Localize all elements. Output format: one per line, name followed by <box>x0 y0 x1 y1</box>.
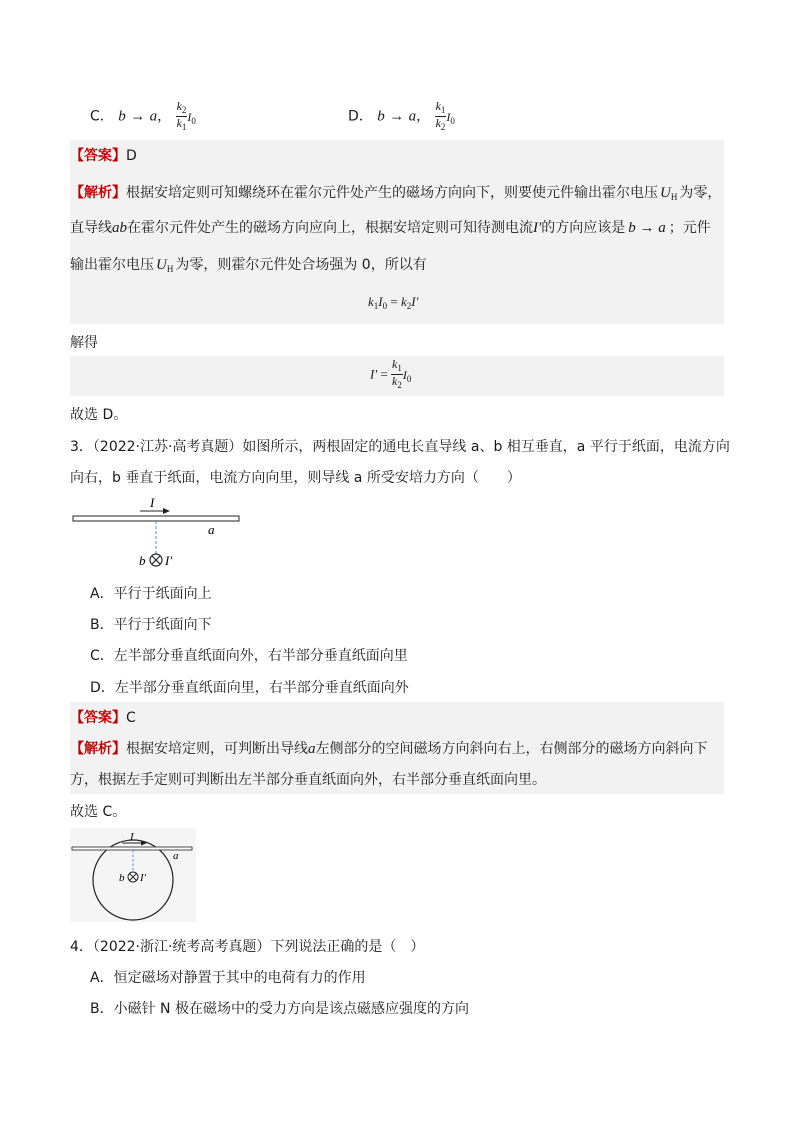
current-label: I <box>130 831 134 843</box>
q3-conclusion: 故选 C。 <box>70 804 127 820</box>
q2-option-d: D． b → a， $\frac{k_1}{k_2}$ $I_0$ <box>348 99 455 132</box>
wire-a-label: a <box>208 522 215 537</box>
q3-answer: 【答案】C <box>70 710 136 726</box>
q4-option-a: A．恒定磁场对静置于其中的电荷有力的作用 <box>90 970 366 986</box>
q3-stem-line1: 3．（2022·江苏·高考真题）如图所示，两根固定的通电长直导线 a、b 相互垂直，a 平行于纸面，电流方向 <box>70 439 730 455</box>
q2-conclusion: 故选 D。 <box>70 407 128 423</box>
q4-stem: 4．（2022·浙江·统考高考真题）下列说法正确的是（ ） <box>70 939 425 955</box>
wire-a-label: a <box>173 850 179 862</box>
q2-equation-1: $k_1I_0 = k_2I'$ <box>368 294 419 311</box>
current-b-label: I′ <box>165 553 173 568</box>
q3-figure <box>70 492 250 576</box>
q2-answer: 【答案】D <box>70 148 137 164</box>
q3-analysis-line2: 方，根据左手定则可判断出左半部分垂直纸面向外，右半部分垂直纸面向里。 <box>70 772 546 788</box>
q2-option-c: C． b → a， $\frac{k_2}{k_1}$ $I_0$ <box>90 99 196 132</box>
fraction: $\frac{k_1}{k_2}$ <box>435 99 446 132</box>
q2-equation-2: I′ = $\frac{k_1}{k_2}$ $I_0$ <box>370 357 412 390</box>
wire-b-label: b <box>119 872 125 884</box>
q4-option-b: B．小磁针 N 极在磁场中的受力方向是该点磁感应强度的方向 <box>90 1001 469 1017</box>
current-label: I <box>150 495 155 510</box>
q3-option-b: B．平行于纸面向下 <box>90 617 212 633</box>
q3-option-d: D．左半部分垂直纸面向里，右半部分垂直纸面向外 <box>90 680 409 696</box>
q3-analysis-line1: 【解析】根据安培定则，可判断出导线a左侧部分的空间磁场方向斜向右上，右侧部分的磁场方向斜向下 <box>70 741 708 757</box>
arrowhead-icon <box>163 508 170 514</box>
q2-solve-label: 解得 <box>70 335 98 351</box>
q3-analysis-figure <box>70 828 196 922</box>
fraction: $\frac{k_2}{k_1}$ <box>176 99 187 132</box>
fraction: $\frac{k_1}{k_2}$ <box>392 357 402 390</box>
q2-analysis-line1: 【解析】根据安培定则可知螺绕环在霍尔元件处产生的磁场方向向下，则要使元件输出霍尔电压 $U_H$ 为零， <box>70 185 722 202</box>
wire-a <box>73 516 239 521</box>
wire-b-label: b <box>139 553 146 568</box>
q3-stem-line2: 向右，b 垂直于纸面，电流方向向里，则导线 a 所受安培力方向（ ） <box>70 470 521 486</box>
q3-option-c: C．左半部分垂直纸面向外，右半部分垂直纸面向里 <box>90 648 408 664</box>
q2-analysis-line2: 直导线ab在霍尔元件处产生的磁场方向应向上，根据安培定则可知待测电流I′的方向应该是 b → a ；元件 <box>70 220 711 236</box>
q2-analysis-line3: 输出霍尔电压 $U_H$ 为零，则霍尔元件处合场强为 0，所以有 <box>70 257 427 274</box>
current-b-label: I′ <box>140 872 147 884</box>
q3-option-a: A．平行于纸面向上 <box>90 586 212 602</box>
